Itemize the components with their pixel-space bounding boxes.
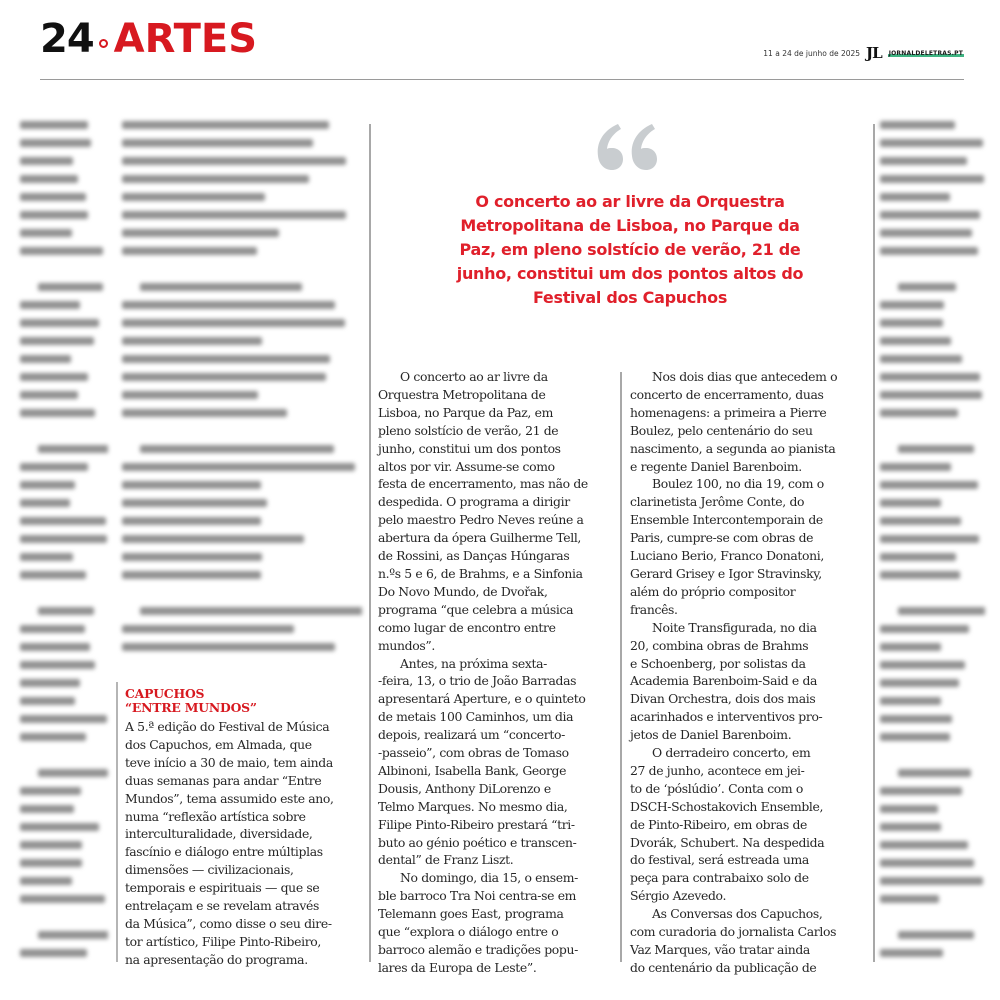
- blurred-column-left: [20, 115, 108, 965]
- header-divider: [40, 79, 964, 80]
- text-line: DSCH-Schostakovich Ensemble,: [630, 798, 824, 814]
- text-line: da Música”, como disse o seu dire-: [125, 915, 332, 931]
- text-line: como lugar de encontro entre: [378, 619, 556, 635]
- blurred-text-line: [122, 187, 362, 205]
- blurred-text-line: [20, 187, 108, 205]
- text-line: Do Novo Mundo, de Dvořak,: [378, 583, 548, 599]
- blurred-text-line: [880, 331, 985, 349]
- blurred-text-line: [880, 889, 985, 907]
- text-line: clarinetista Jerôme Conte, do: [630, 494, 805, 510]
- blurred-text-line: [880, 277, 985, 295]
- text-line: do centenário da publicação de: [630, 959, 817, 975]
- blurred-text-line: [20, 439, 108, 457]
- article-column-c: [630, 368, 870, 977]
- blurred-text-line: [122, 259, 362, 277]
- text-line: teve início a 30 de maio, tem ainda: [125, 754, 333, 770]
- sidebar-article: [125, 687, 365, 969]
- text-line: No domingo, dia 15, o ensem-: [400, 870, 578, 886]
- publication-info: [763, 44, 964, 62]
- blurred-text-line: [880, 241, 985, 259]
- blurred-text-line: [20, 205, 108, 223]
- text-line: peça para contrabaixo solo de: [630, 870, 809, 886]
- blurred-text-line: [880, 115, 985, 133]
- article-paragraph: [630, 368, 870, 475]
- blurred-text-line: [880, 673, 985, 691]
- text-line: francês.: [630, 601, 678, 617]
- blurred-text-line: [880, 799, 985, 817]
- blurred-text-line: [880, 493, 985, 511]
- pull-quote-line: Paz, em pleno solstício de verão, 21 de: [459, 240, 801, 259]
- blurred-text-line: [880, 925, 985, 943]
- text-line: 20, combina obras de Brahms: [630, 637, 809, 653]
- blurred-text-line: [880, 133, 985, 151]
- text-line: O derradeiro concerto, em: [652, 745, 811, 761]
- blurred-text-line: [20, 763, 108, 781]
- blurred-text-line: [122, 637, 362, 655]
- text-line: O concerto ao ar livre da: [400, 369, 548, 384]
- blurred-text-line: [880, 637, 985, 655]
- text-line: Nos dois dias que antecedem o: [652, 369, 838, 384]
- blurred-text-line: [880, 781, 985, 799]
- column-divider: [116, 682, 118, 962]
- text-line: Ensemble Intercontemporain de: [630, 512, 823, 528]
- blurred-text-line: [20, 889, 108, 907]
- blurred-text-line: [20, 709, 108, 727]
- blurred-text-line: [122, 367, 362, 385]
- text-line: -passeio”, com obras de Tomaso: [378, 745, 569, 761]
- text-line: depois, realizará um “concerto-: [378, 727, 565, 743]
- text-line: Divan Orchestra, dois dos mais: [630, 691, 816, 707]
- blurred-text-line: [20, 493, 108, 511]
- text-line: Dvorák, Schubert. Na despedida: [630, 834, 825, 850]
- blurred-text-line: [20, 223, 108, 241]
- blurred-text-line: [122, 403, 362, 421]
- text-line: Orquestra Metropolitana de: [378, 386, 546, 402]
- text-line: Telemann goes East, programa: [378, 906, 564, 922]
- column-divider: [620, 372, 622, 962]
- text-line: homenagens: a primeira a Pierre: [630, 404, 827, 420]
- article-paragraph: [378, 368, 618, 655]
- blurred-text-line: [20, 367, 108, 385]
- text-line: Gerard Grisey e Igor Stravinsky,: [630, 565, 822, 581]
- text-line: Vaz Marques, vão tratar ainda: [630, 942, 810, 957]
- text-line: buto ao génio poético e transcen-: [378, 834, 577, 850]
- blurred-text-line: [20, 601, 108, 619]
- text-line: Telmo Marques. No mesmo dia,: [378, 798, 568, 814]
- blurred-text-line: [122, 313, 362, 331]
- text-line: Paris, cumpre-se com obras de: [630, 530, 814, 546]
- blurred-text-line: [122, 241, 362, 259]
- text-line: Filipe Pinto-Ribeiro prestará “tri-: [378, 816, 575, 832]
- blurred-text-line: [20, 637, 108, 655]
- text-line: e regente Daniel Barenboim.: [630, 458, 802, 474]
- text-line: Luciano Berio, Franco Donatoni,: [630, 548, 824, 564]
- text-line: 27 de junho, acontece em jei-: [630, 762, 805, 778]
- blurred-text-line: [20, 565, 108, 583]
- blurred-text-line: [880, 169, 985, 187]
- text-line: nascimento, a segunda ao pianista: [630, 440, 836, 456]
- blurred-text-line: [20, 673, 108, 691]
- text-line: As Conversas dos Capuchos,: [652, 906, 823, 922]
- text-line: temporais e espirituais — que se: [125, 880, 320, 896]
- blurred-text-line: [880, 439, 985, 457]
- article-paragraph: [630, 905, 870, 977]
- blurred-text-line: [122, 115, 362, 133]
- text-line: Academia Barenboim-Said e da: [630, 673, 818, 689]
- blurred-text-line: [122, 205, 362, 223]
- pull-quote-line: O concerto ao ar livre da Orquestra: [475, 192, 785, 211]
- text-line: -feira, 13, o trio de João Barradas: [378, 673, 577, 689]
- sidebar-subhead: [125, 687, 365, 715]
- blurred-text-line: [880, 655, 985, 673]
- text-line: Boulez 100, no dia 19, com o: [652, 476, 824, 492]
- blurred-text-line: [880, 421, 985, 439]
- text-line: de metais 100 Caminhos, um dia: [378, 709, 574, 725]
- text-line: Lisboa, no Parque da Paz, em: [378, 404, 553, 420]
- text-line: Dousis, Anthony DiLorenzo e: [378, 780, 551, 796]
- blurred-text-line: [880, 313, 985, 331]
- blurred-text-line: [20, 781, 108, 799]
- text-line: e Schoenberg, por solistas da: [630, 655, 806, 671]
- text-line: festa de encerramento, mas não de: [378, 476, 588, 492]
- text-line: acarinhados e interventivos pro-: [630, 709, 823, 725]
- blurred-text-line: [20, 727, 108, 745]
- text-line: A 5.ª edição do Festival de Música: [125, 719, 330, 734]
- blurred-text-line: [20, 817, 108, 835]
- jl-logo: JL: [866, 44, 882, 62]
- text-line: pleno solstício de verão, 21 de: [378, 422, 559, 438]
- blurred-text-line: [122, 619, 362, 637]
- blurred-text-line: [20, 133, 108, 151]
- text-line: duas semanas para andar “Entre: [125, 772, 322, 788]
- section-title: ARTES: [113, 16, 258, 62]
- text-line: dos Capuchos, em Almada, que: [125, 736, 312, 752]
- pull-quote-line: Metropolitana de Lisboa, no Parque da: [460, 216, 800, 235]
- blurred-text-line: [122, 223, 362, 241]
- issue-date: 11 a 24 de junho de 2025: [763, 48, 861, 58]
- text-line: lares da Europa de Leste”.: [378, 959, 537, 975]
- blurred-text-line: [880, 475, 985, 493]
- blurred-text-line: [122, 565, 362, 583]
- text-line: dimensões — civilizacionais,: [125, 862, 294, 878]
- blurred-text-line: [880, 709, 985, 727]
- blurred-text-line: [20, 853, 108, 871]
- text-line: Boulez, pelo centenário do seu: [630, 422, 813, 438]
- text-line: altos por vir. Assume-se como: [378, 458, 555, 474]
- blurred-text-line: [122, 331, 362, 349]
- text-line: de Rossini, as Danças Húngaras: [378, 548, 570, 564]
- blurred-text-line: [20, 457, 108, 475]
- blurred-text-line: [880, 529, 985, 547]
- text-line: na apresentação do programa.: [125, 951, 308, 967]
- text-line: mundos”.: [378, 637, 435, 653]
- blurred-text-line: [880, 763, 985, 781]
- text-line: Sérgio Azevedo.: [630, 888, 727, 904]
- blurred-text-line: [20, 331, 108, 349]
- text-line: programa “que celebra a música: [378, 601, 574, 617]
- blurred-text-line: [20, 313, 108, 331]
- blurred-text-line: [20, 925, 108, 943]
- blurred-text-line: [20, 403, 108, 421]
- pull-quote: [430, 190, 830, 310]
- article-paragraph: [378, 869, 618, 976]
- text-line: Noite Transfigurada, no dia: [652, 619, 817, 635]
- article-paragraph: [630, 475, 870, 618]
- blurred-text-line: [20, 295, 108, 313]
- blurred-text-line: [880, 853, 985, 871]
- text-line: ble barroco Tra Noi centra-se em: [378, 888, 577, 904]
- blurred-text-line: [880, 187, 985, 205]
- blurred-text-line: [122, 421, 362, 439]
- blurred-text-line: [20, 547, 108, 565]
- blurred-text-line: [122, 277, 362, 295]
- blurred-text-line: [880, 907, 985, 925]
- text-line: concerto de encerramento, duas: [630, 386, 824, 402]
- blurred-text-line: [20, 385, 108, 403]
- blurred-text-line: [20, 475, 108, 493]
- text-line: de Pinto-Ribeiro, em obras de: [630, 816, 808, 832]
- text-line: to de ‘póslúdio’. Conta com o: [630, 780, 804, 796]
- blurred-text-line: [880, 403, 985, 421]
- text-line: fascínio e diálogo entre múltiplas: [125, 844, 323, 860]
- blurred-text-line: [122, 349, 362, 367]
- blurred-text-line: [20, 241, 108, 259]
- blurred-text-line: [880, 205, 985, 223]
- text-line: barroco alemão e tradições popu-: [378, 942, 578, 957]
- blurred-text-line: [880, 601, 985, 619]
- blurred-text-line: [880, 745, 985, 763]
- pull-quote-line: junho, constitui um dos pontos altos do: [456, 264, 804, 283]
- blurred-text-line: [20, 655, 108, 673]
- blurred-text-line: [20, 151, 108, 169]
- blurred-text-line: [880, 547, 985, 565]
- blurred-text-line: [880, 457, 985, 475]
- text-line: apresentará Aperture, e o quinteto: [378, 691, 586, 707]
- blurred-text-line: [20, 619, 108, 637]
- blurred-column-right: [880, 115, 985, 965]
- text-line: com curadoria do jornalista Carlos: [630, 924, 837, 940]
- blurred-text-line: [880, 385, 985, 403]
- blurred-text-line: [122, 529, 362, 547]
- blurred-text-line: [20, 169, 108, 187]
- blurred-text-line: [20, 529, 108, 547]
- blurred-text-line: [20, 277, 108, 295]
- article-paragraph: [630, 744, 870, 905]
- blurred-text-line: [20, 799, 108, 817]
- blurred-text-line: [20, 835, 108, 853]
- text-line: abertura da ópera Guilherme Tell,: [378, 530, 582, 546]
- text-line: junho, constitui um dos pontos: [378, 440, 561, 456]
- blurred-text-line: [20, 259, 108, 277]
- text-line: pelo maestro Pedro Neves reúne a: [378, 512, 584, 528]
- blurred-text-line: [880, 151, 985, 169]
- blurred-text-line: [20, 943, 108, 961]
- blurred-text-line: [880, 295, 985, 313]
- blurred-text-line: [880, 943, 985, 961]
- blurred-text-line: [880, 583, 985, 601]
- blurred-text-line: [880, 367, 985, 385]
- column-divider: [369, 124, 371, 962]
- blurred-text-line: [880, 835, 985, 853]
- blurred-text-line: [880, 619, 985, 637]
- article-column-b: [378, 368, 618, 977]
- text-line: numa “reflexão artística sobre: [125, 808, 306, 824]
- blurred-text-line: [122, 547, 362, 565]
- sidebar-paragraph: [125, 718, 365, 969]
- blurred-text-line: [880, 565, 985, 583]
- section-header: [40, 14, 257, 64]
- blurred-text-line: [20, 511, 108, 529]
- site-link[interactable]: JORNALDELETRAS.PT: [888, 49, 963, 57]
- blurred-text-line: [122, 439, 362, 457]
- pull-quote-line: Festival dos Capuchos: [532, 288, 728, 307]
- blurred-text-line: [880, 817, 985, 835]
- text-line: dental” de Franz Liszt.: [378, 852, 514, 868]
- blurred-text-line: [122, 169, 362, 187]
- blurred-text-line: [122, 151, 362, 169]
- text-line: entrelaçam e se revelam através: [125, 898, 319, 914]
- quote-mark-icon: [590, 118, 660, 178]
- blurred-text-line: [122, 295, 362, 313]
- subhead-line: CAPUCHOS: [125, 686, 205, 701]
- blurred-text-line: [880, 691, 985, 709]
- text-line: interculturalidade, diversidade,: [125, 826, 313, 842]
- column-divider: [873, 124, 875, 962]
- blurred-text-line: [880, 349, 985, 367]
- blurred-text-line: [122, 583, 362, 601]
- blurred-text-line: [20, 583, 108, 601]
- blurred-text-line: [880, 727, 985, 745]
- text-line: jetos de Daniel Barenboim.: [630, 727, 792, 743]
- text-line: Albinoni, Isabella Bank, George: [378, 762, 567, 778]
- blurred-text-line: [122, 601, 362, 619]
- blurred-text-line: [880, 871, 985, 889]
- text-line: tor artístico, Filipe Pinto-Ribeiro,: [125, 933, 321, 949]
- blurred-text-line: [122, 511, 362, 529]
- text-line: despedida. O programa a dirigir: [378, 494, 570, 510]
- text-line: além do próprio compositor: [630, 583, 796, 599]
- blurred-text-line: [122, 385, 362, 403]
- blurred-text-line: [880, 511, 985, 529]
- article-paragraph: [630, 619, 870, 744]
- blurred-text-line: [122, 493, 362, 511]
- text-line: que “explora o diálogo entre o: [378, 924, 559, 940]
- blurred-text-line: [20, 745, 108, 763]
- blurred-text-line: [122, 457, 362, 475]
- text-line: n.ºs 5 e 6, de Brahms, e a Sinfonia: [378, 565, 583, 581]
- article-paragraph: [378, 655, 618, 870]
- blurred-text-line: [20, 421, 108, 439]
- text-line: Antes, na próxima sexta-: [400, 655, 547, 671]
- subhead-line: “ENTRE MUNDOS”: [125, 700, 257, 715]
- blurred-text-line: [20, 349, 108, 367]
- text-line: do festival, será estreada uma: [630, 852, 809, 868]
- blurred-text-line: [20, 871, 108, 889]
- blurred-text-line: [122, 133, 362, 151]
- blurred-text-line: [880, 223, 985, 241]
- page-number: 24: [40, 16, 94, 62]
- blurred-text-line: [880, 259, 985, 277]
- blurred-text-line: [20, 691, 108, 709]
- blurred-column-mid-left: [122, 115, 362, 670]
- text-line: Mundos”, tema assumido este ano,: [125, 790, 334, 806]
- blurred-text-line: [20, 115, 108, 133]
- blurred-text-line: [20, 907, 108, 925]
- separator-dot-icon: [99, 39, 108, 48]
- blurred-text-line: [122, 475, 362, 493]
